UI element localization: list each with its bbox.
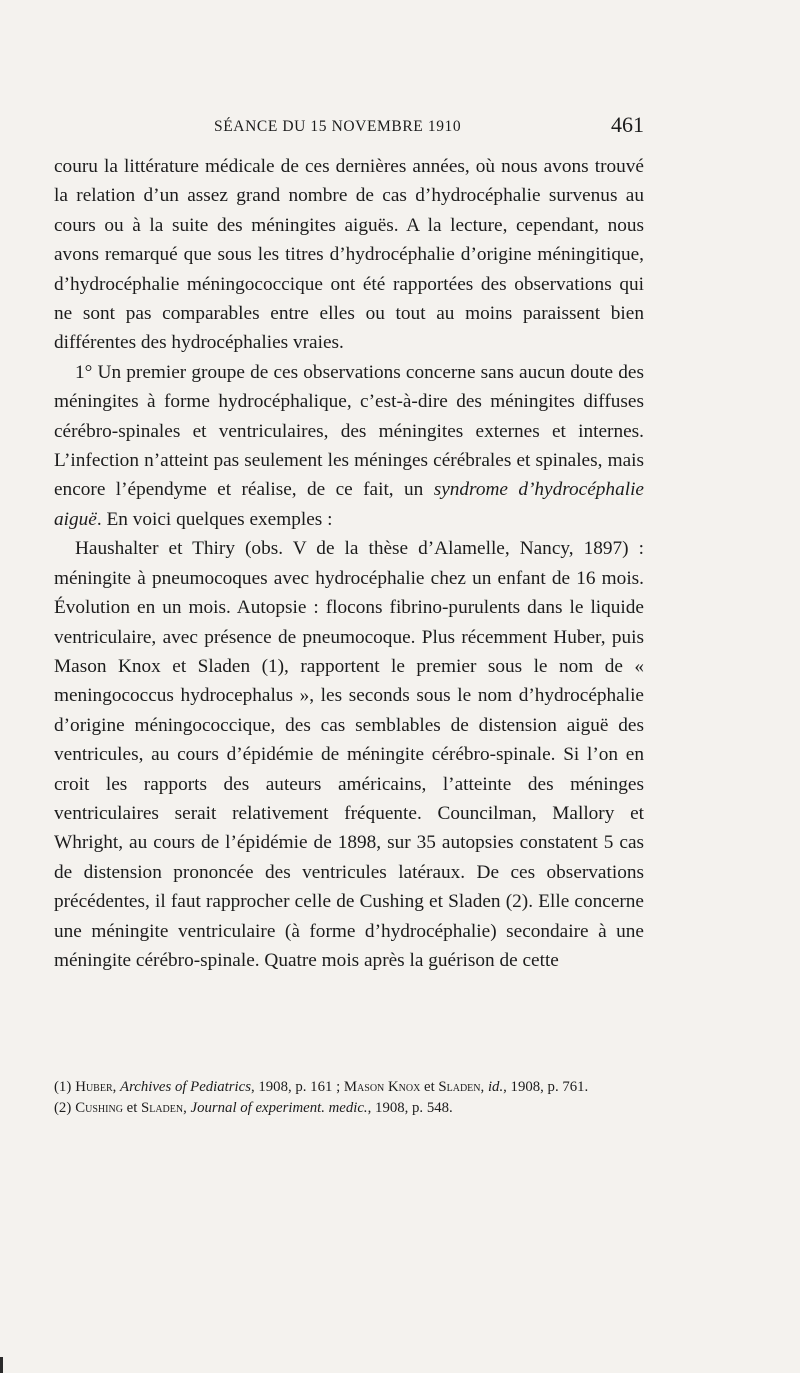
paragraph-continuation: couru la littérature médicale de ces dernières années, où nous avons trouvé la relation d’un assez grand nombre de cas d’hydrocéphalie survenus au cours ou à la suite des méningites aiguës. A la lecture, cependant, nous avons remarqué que sous les titres d’hydrocéphalie d’origine méningitique, d’hydrocéphalie méningococcique ont été rapportées des observations qui ne sont pas comparables entre elles ou tout au moins paraissent bien différentes des hydrocéphalies vraies.	[54, 156, 644, 354]
paragraph-first-group	[54, 358, 644, 534]
citation-text: , 1908, p. 548.	[367, 1099, 453, 1116]
page-number: 461	[611, 112, 644, 137]
footnotes	[54, 1077, 644, 1118]
author-name: Cushing	[75, 1099, 123, 1116]
citation-text: , 1908, p. 161 ;	[250, 1079, 344, 1095]
author-name: Huber	[75, 1079, 113, 1095]
citation-text: et	[122, 1099, 141, 1116]
author-name: Sladen	[438, 1079, 481, 1095]
paragraph-text: 1° Un premier groupe de ces observations concerne sans aucun doute des méningites à forme hydrocéphalique, c’est-à-dire des méningites diffuses cérébro-spinales et ventriculaires, des méningites externes et internes. L’infection n’atteint pas seulement les méninges cérébrales et spinales, mais encore l’épendyme et réalise, de ce fait, un	[54, 361, 644, 501]
citation-ref: id.	[487, 1079, 504, 1095]
paragraph-examples: Haushalter et Thiry (obs. V de la thèse d’Alamelle, Nancy, 1897) : méningite à pneumocoques avec hydrocéphalie chez un enfant de 16 mois. Évolution en un mois. Autopsie : flocons fibrino-purulents dans le liquide ventriculaire, avec présence de pneumocoque. Plus récemment Huber, puis Mason Knox et Sladen (1), rapportent le premier sous le nom de « meningococcus hydrocephalus », les seconds sous le nom d’hydrocéphalie d’origine méningococcique, des cas semblables de distension aiguë des ventricules, au cours d’épidémie de méningite cérébro-spinale. Si l’on en croit les rapports des auteurs américains, l’atteinte des méninges ventriculaires serait relativement fréquente. Councilman, Mallory et Whright, au cours de l’épidémie de 1898, sur 35 autopsies constatent 5 cas de distension prononcée des ventricules latéraux. De ces observations précédentes, il faut rapprocher celle de Cushing et Sladen (2). Elle concerne une méningite ventriculaire (à forme d’hydrocéphalie) secondaire à une méningite cérébro-spinale. Quatre mois après la guérison de cette	[54, 538, 644, 971]
journal-title: Archives of Pediatrics	[120, 1079, 251, 1095]
footnote-mark: (2)	[54, 1099, 72, 1116]
author-name: Mason Knox	[343, 1079, 421, 1095]
footnote-2: (2) Cushing et Sladen, Journal of experiment. medic., 1908, p. 548.	[54, 1099, 453, 1116]
body-text	[54, 152, 644, 975]
journal-title: Journal of experiment. medic.	[190, 1099, 368, 1116]
paragraph-text: . En voici quelques exemples :	[96, 508, 333, 530]
page-header	[54, 112, 644, 142]
citation-text: , 1908, p. 761.	[503, 1079, 589, 1095]
italic-term: syndrome d’hydrocéphalie aiguë	[54, 479, 644, 530]
citation-text: et	[420, 1079, 439, 1095]
running-head: SÉANCE DU 15 NOVEMBRE 1910	[214, 118, 462, 135]
scan-edge-mark	[0, 1357, 3, 1373]
footnote-mark: (1)	[54, 1079, 72, 1095]
author-name: Sladen	[141, 1099, 184, 1116]
footnote-1: (1) Huber, Archives of Pediatrics, 1908, p. 161 ; Mason Knox et Sladen, id., 1908, p. 761.	[54, 1079, 589, 1095]
